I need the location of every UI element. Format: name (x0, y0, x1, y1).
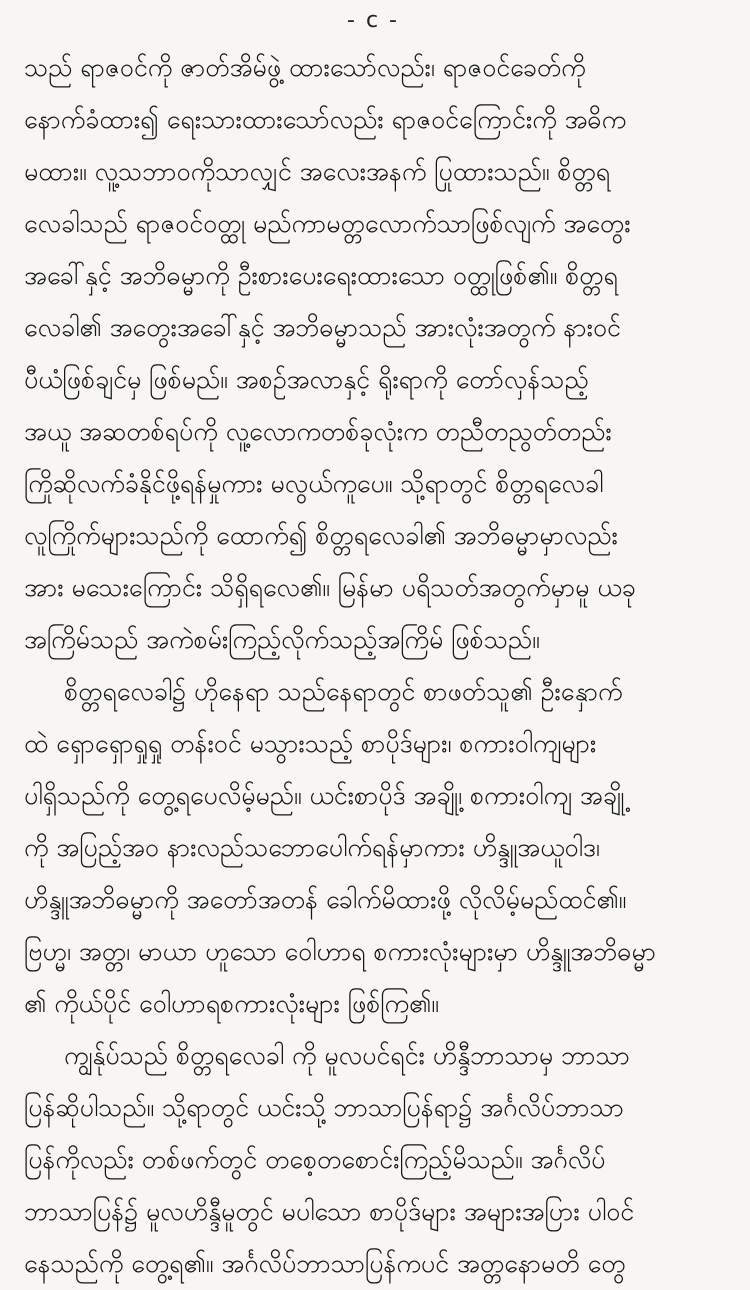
text-line: ဘာသာပြန်၌ မူလဟိန္ဒီမူတွင် မပါသော စာပိုဒ်များ အများအပြား ပါဝင် (24, 1197, 635, 1226)
text-line: အကြိမ်သည် အကဲစမ်းကြည့်လိုက်သည့်အကြိမ် ဖြစ်သည်။ (24, 625, 540, 654)
text-line: ၏ ကိုယ်ပိုင် ဝေါဟာရစကားလုံးများ ဖြစ်ကြ၏။ (24, 989, 439, 1018)
text-line: သည် ရာဇဝင်ကို ဇာတ်အိမ်ဖွဲ့ ထားသော်လည်း၊ ရာဇဝင်ခေတ်ကို (24, 53, 586, 82)
text-line: အယူ အဆတစ်ရပ်ကို လူ့လောကတစ်ခုလုံးက တညီတညွတ်တည်း (24, 417, 612, 446)
text-line: ပြန်ဆိုပါသည်။ သို့ရာတွင် ယင်းသို့ ဘာသာပြန်ရာ၌ အင်္ဂလိပ်ဘာသာ (24, 1093, 624, 1122)
text-line: အား မသေးကြောင်း သိရှိရလေ၏။ မြန်မာ ပရိသတ်အတွက်မှာမူ ယခု (24, 573, 636, 602)
text-line: ဗြဟ္မ၊ အတ္တ၊ မာယာ ဟူသော ဝေါဟာရ စကားလုံးများမှာ ဟိန္ဒူအဘိဓမ္မာ (24, 937, 657, 966)
body-text (24, 42, 722, 1290)
text-line: ပီယံဖြစ်ချင်မှ ဖြစ်မည်။ အစဉ်အလာနှင့် ရိုးရာကို တော်လှန်သည့် (24, 365, 589, 394)
text-line: အခေါ်နှင့် အဘိဓမ္မာကို ဦးစားပေးရေးထားသော ဝတ္ထုဖြစ်၏။ စိတ္တရ (24, 261, 618, 290)
text-line: ဟိန္ဒူအဘိဓမ္မာကို အတော်အတန် ခေါက်မိထားဖို့ လိုလိမ့်မည်ထင်၏။ (24, 885, 627, 914)
paragraph-start-line: ကျွန်ုပ်သည် စိတ္တရလေခါ ကို မူလပင်ရင်း ဟိန္ဒီဘာသာမှ ဘာသာ (64, 1041, 630, 1070)
page-number: - c - (347, 8, 399, 33)
paragraph-start-line: စိတ္တရလေခါ၌ ဟိုနေရာ သည်နေရာတွင် စာဖတ်သူ၏ ဦးနှောက် (64, 677, 623, 706)
text-line: လေခါသည် ရာဇဝင်ဝတ္ထု မည်ကာမတ္တလောက်သာဖြစ်လျက် အတွေး (24, 209, 631, 238)
text-line: ထဲ ရှောရှောရှုရှု တန်းဝင် မသွားသည့် စာပိုဒ်များ၊ စကားဝါကျများ (24, 729, 597, 758)
text-line: ပါရှိသည်ကို တွေ့ရပေလိမ့်မည်။ ယင်းစာပိုဒ် အချို့၊ စကားဝါကျ အချို့ (24, 781, 625, 810)
text-line: လေခါ၏ အတွေးအခေါ်နှင့် အဘိဓမ္မာသည် အားလုံးအတွက် နားဝင် (24, 313, 621, 342)
text-line: ပြန်ကိုလည်း တစ်ဖက်တွင် တစေ့တစောင်းကြည့်မိသည်။ အင်္ဂလိပ် (24, 1145, 606, 1174)
text-line: လူကြိုက်များသည်ကို ထောက်၍ စိတ္တရလေခါ၏ အဘိဓမ္မာမှာလည်း (24, 521, 618, 550)
text-line: ကို အပြည့်အဝ နားလည်သဘောပေါက်ရန်မှာကား ဟိန္ဒူအယူဝါဒ၊ (24, 833, 600, 862)
text-line: မထား။ လူ့သဘာဝကိုသာလျှင် အလေးအနက် ပြုထားသည်။ စိတ္တရ (24, 157, 611, 186)
text-line: နောက်ခံထား၍ ရေးသားထားသော်လည်း ရာဇဝင်ကြောင်းကို အဓိက (24, 105, 627, 134)
text-line: ကြိုဆိုလက်ခံနိုင်ဖို့ရန်မှုကား မလွယ်ကူပေ။ သို့ရာတွင် စိတ္တရလေခါ (24, 469, 604, 498)
text-line: နေသည်ကို တွေ့ရ၏။ အင်္ဂလိပ်ဘာသာပြန်ကပင် အတ္တနောမတိ တွေ (24, 1249, 626, 1278)
